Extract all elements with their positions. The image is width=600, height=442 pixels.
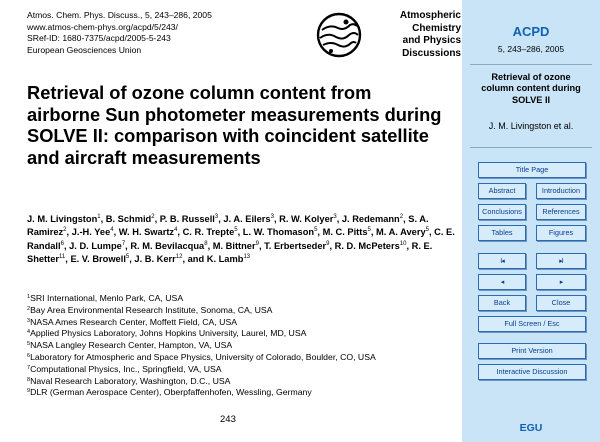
author-affiliation-mark: 13 xyxy=(243,254,251,261)
author-affiliation-mark: 2 xyxy=(151,214,155,220)
affiliation-number: 6 xyxy=(27,352,31,359)
author-name: C. E. Randall xyxy=(27,227,455,251)
author-affiliation-mark: 6 xyxy=(60,240,64,247)
author-affiliation-mark: 4 xyxy=(174,227,178,234)
author-name: M. Bittner xyxy=(212,240,256,251)
affiliation-item xyxy=(27,293,457,305)
author-name: R. M. Bevilacqua xyxy=(130,240,205,251)
author-affiliation-mark: 12 xyxy=(175,254,183,261)
affiliation-item xyxy=(27,352,457,364)
author-name: R. D. McPeters xyxy=(334,240,400,251)
author-affiliation-mark: 5 xyxy=(314,227,318,234)
divider xyxy=(470,147,592,148)
first-page-icon: I◂ xyxy=(500,258,504,265)
first-page-button[interactable] xyxy=(478,253,526,269)
author-affiliation-mark: 11 xyxy=(59,254,66,261)
affiliation-text: Laboratory for Atmospheric and Space Physics, University of Colorado, Boulder, CO, USA xyxy=(30,351,376,362)
author-affiliation-mark: 5 xyxy=(425,227,429,234)
affiliation-number: 4 xyxy=(27,329,31,336)
author-name: B. Schmid xyxy=(105,214,152,224)
sidebar-authors: J. M. Livingston et al. xyxy=(488,121,574,131)
navigation-sidebar xyxy=(462,0,600,442)
author-affiliation-mark: 7 xyxy=(121,240,126,247)
divider xyxy=(470,64,592,65)
page-number: 243 xyxy=(220,414,236,425)
paper-title: Retrieval of ozone column content from airborne Sun photometer measurements during SOLVE II: comparison with coincident satellite and aircraft measurements xyxy=(27,82,442,168)
author-name: T. Erbertseder xyxy=(264,240,327,251)
affiliation-text: DLR (German Aerospace Center), Oberpfaffenhofen, Wessling, Germany xyxy=(30,387,312,398)
previous-icon: ◂ xyxy=(500,279,504,286)
citation-line: Atmos. Chem. Phys. Discuss., 5, 243–286, 2005 xyxy=(27,10,212,20)
sidebar-short-title xyxy=(462,72,600,106)
logo-line: Discussions xyxy=(402,47,461,59)
logo-line: Chemistry xyxy=(412,22,461,34)
author-affiliation-mark: 4 xyxy=(110,227,114,234)
author-name: E. V. Browell xyxy=(70,254,126,265)
affiliation-number: 5 xyxy=(27,341,31,348)
author-name: K. Lamb xyxy=(206,254,244,265)
author-name: M. A. Avery xyxy=(376,227,426,238)
author-name: J. D. Lumpe xyxy=(69,240,122,251)
author-name: J. B. Kerr xyxy=(134,254,176,265)
journal-url[interactable]: www.atmos-chem-phys.org/acpd/5/243/ xyxy=(27,21,178,32)
conclusions-button[interactable]: Conclusions xyxy=(478,204,526,220)
author-name: W. H. Swartz xyxy=(118,227,175,238)
journal-logo xyxy=(316,10,468,70)
affiliation-number: 8 xyxy=(27,376,31,383)
globe-logo-icon xyxy=(316,12,362,58)
author-affiliation-mark: 3 xyxy=(333,214,337,220)
sref-id: SRef-ID: 1680-7375/acpd/2005-5-243 xyxy=(27,33,171,43)
author-affiliation-mark: 3 xyxy=(270,214,274,220)
author-affiliation-mark: 1 xyxy=(97,214,101,220)
references-button[interactable]: References xyxy=(536,204,586,220)
affiliation-item xyxy=(27,340,457,352)
publisher-line: European Geosciences Union xyxy=(27,44,142,55)
author-name: L. W. Thomason xyxy=(242,227,315,238)
author-name: J.-H. Yee xyxy=(71,227,111,238)
print-version-button[interactable]: Print Version xyxy=(478,343,586,359)
author-name: M. C. Pitts xyxy=(322,227,368,238)
author-name: S. A. Ramirez xyxy=(27,214,429,238)
last-page-button[interactable] xyxy=(536,253,586,269)
next-icon: ▸ xyxy=(559,279,563,286)
affiliation-text: NASA Langley Research Center, Hampton, VA, USA xyxy=(30,340,233,351)
logo-line: and Physics xyxy=(402,35,461,46)
affiliation-number: 2 xyxy=(27,305,31,312)
sidebar-reference: 5, 243–286, 2005 xyxy=(497,44,565,54)
author-affiliation-mark: 9 xyxy=(326,240,330,247)
logo-line: Atmospheric xyxy=(399,10,461,21)
affiliation-item xyxy=(27,328,457,340)
author-affiliation-mark: 10 xyxy=(399,240,407,247)
affiliation-text: Computational Physics, Inc., Springfield, VA, USA xyxy=(30,363,222,374)
affiliation-number: 9 xyxy=(27,388,31,395)
author-affiliation-mark: 5 xyxy=(367,227,371,234)
author-affiliation-mark: 3 xyxy=(214,214,219,220)
author-name: J. Redemann xyxy=(341,214,400,224)
author-name: P. B. Russell xyxy=(159,214,215,224)
journal-abbrev: ACPD xyxy=(512,24,550,39)
next-page-button[interactable] xyxy=(536,274,586,290)
introduction-button[interactable]: Introduction xyxy=(536,183,586,199)
affiliation-text: Bay Area Environmental Research Institute, Sonoma, CA, USA xyxy=(30,304,273,315)
interactive-discussion-button[interactable]: Interactive Discussion xyxy=(478,364,586,380)
author-affiliation-mark: 5 xyxy=(234,227,238,234)
author-affiliation-mark: 2 xyxy=(399,214,404,220)
affiliation-item xyxy=(27,317,457,329)
author-affiliation-mark: 9 xyxy=(255,240,259,247)
previous-page-button[interactable] xyxy=(478,274,526,290)
author-affiliation-mark: 2 xyxy=(63,227,67,234)
title-page-button[interactable]: Title Page xyxy=(478,162,586,178)
affiliation-number: 3 xyxy=(27,317,31,324)
author-name: J. M. Livingston xyxy=(27,214,98,224)
back-button[interactable]: Back xyxy=(478,295,526,311)
close-button[interactable]: Close xyxy=(536,295,586,311)
tables-button[interactable]: Tables xyxy=(478,225,526,241)
author-affiliation-mark: 5 xyxy=(125,254,130,261)
figures-button[interactable]: Figures xyxy=(536,225,586,241)
sidebar-short-title-text: Retrieval of ozone column content during SOLVE II xyxy=(481,72,581,105)
affiliation-number: 7 xyxy=(27,364,31,371)
author-name: R. E. Shetter xyxy=(27,240,433,265)
affiliation-text: SRI International, Menlo Park, CA, USA xyxy=(30,293,184,303)
abstract-button[interactable]: Abstract xyxy=(478,183,526,199)
affiliation-list xyxy=(27,293,457,399)
affiliation-item xyxy=(27,376,457,388)
affiliation-text: NASA Ames Research Center, Moffett Field, CA, USA xyxy=(30,316,238,327)
affiliation-text: Naval Research Laboratory, Washington, D.C., USA xyxy=(30,375,231,386)
affiliation-item xyxy=(27,305,457,317)
affiliation-text: Applied Physics Laboratory, Johns Hopkins University, Laurel, MD, USA xyxy=(30,328,307,339)
egu-label: EGU xyxy=(519,422,543,434)
author-name: R. W. Kolyer xyxy=(279,214,334,224)
logo-wordmark xyxy=(366,10,461,60)
author-name: C. R. Trepte xyxy=(182,227,235,238)
journal-header xyxy=(27,10,212,56)
author-name: J. A. Eilers xyxy=(223,214,271,224)
author-and: and xyxy=(187,254,205,265)
author-affiliation-mark: 8 xyxy=(204,240,208,247)
affiliation-item xyxy=(27,387,457,399)
last-page-icon: ▸I xyxy=(559,258,563,265)
affiliation-item xyxy=(27,364,457,376)
author-list: J. M. Livingston$^1$, B. Schmid$^2$, P. B. Russell$^3$, J. A. Eilers$^3$, R. W. Kolyer$^3$, J. Redemann$^2$, S. A. Ramirez$^2$, J.-H. Yee$^4$, W. H. Swartz$^4$, C. R. Trepte$^5$, L. W. Thomason$^5$, M. C. Pitts$^5$, M. A. Avery$^5$, C. E. Randall$^6$, J. D. Lumpe$^7$, R. M. Bevilacqua$^8$, M. Bittner$^9$, T. Erbertseder$^9$, R. D. McPeters$^{10}$, R. E. Shetter$^{11}$, E. V. Browell$^5$, J. B. Kerr$^{12}$, and K. Lamb$^{13}$ xyxy=(27,214,455,265)
affiliation-number: 1 xyxy=(27,294,31,300)
fullscreen-button[interactable]: Full Screen / Esc xyxy=(478,316,586,332)
